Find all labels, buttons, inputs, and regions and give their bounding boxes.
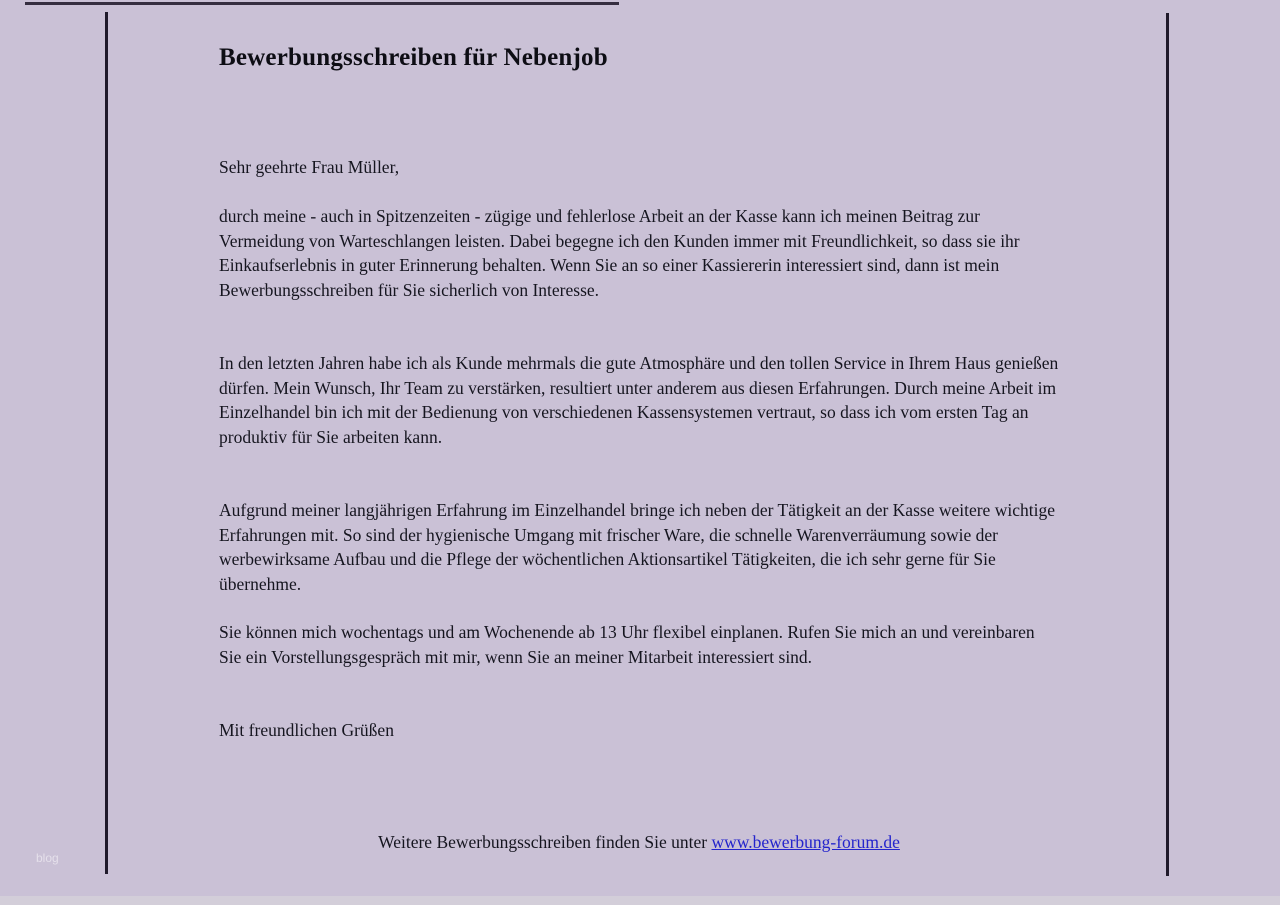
letter-content xyxy=(219,0,1059,905)
page-title: Bewerbungsschreiben für Nebenjob xyxy=(219,44,608,71)
right-vertical-rule xyxy=(1166,13,1169,876)
closing-line: Mit freundlichen Grüßen xyxy=(219,720,394,740)
letter-paragraph-4: Sie können mich wochentags und am Wochenende ab 13 Uhr flexibel einplanen. Rufen Sie mich an und vereinbaren Sie ein Vorstellungsgespräch mit mir, wenn Sie an meiner Mitarbeit interessiert sind. xyxy=(219,622,1035,667)
left-vertical-rule xyxy=(105,12,108,874)
letter-paragraph-3: Aufgrund meiner langjährigen Erfahrung im Einzelhandel bringe ich neben der Tätigkeit an der Kasse weitere wichtige Erfahrungen mit. So sind der hygienische Umgang mit frischer Ware, die schnelle Warenverräumung sowie der werbewirksame Aufbau und die Pflege der wöchentlichen Aktionsartikel Tätigkeiten, die ich sehr gerne für Sie übernehme. xyxy=(219,500,1055,594)
footer-text: Weitere Bewerbungsschreiben finden Sie unter xyxy=(378,832,712,852)
letter-paragraph-1: durch meine - auch in Spitzenzeiten - zügige und fehlerlose Arbeit an der Kasse kann ich meinen Beitrag zur Vermeidung von Warteschlangen leisten. Dabei begegne ich den Kunden immer mit Freundlichkeit, so dass sie ihr Einkaufserlebnis in guter Erinnerung behalten. Wenn Sie an so einer Kassiererin interessiert sind, dann ist mein Bewerbungsschreiben für Sie sicherlich von Interesse. xyxy=(219,206,1020,300)
footer-link[interactable]: www.bewerbung-forum.de xyxy=(711,832,900,852)
salutation-line: Sehr geehrte Frau Müller, xyxy=(219,157,400,177)
letter-paragraph-2: In den letzten Jahren habe ich als Kunde mehrmals die gute Atmosphäre und den tollen Service in Ihrem Haus genießen dürfen. Mein Wunsch, Ihr Team zu verstärken, resultiert unter anderem aus diesen Erfahrungen. Durch meine Arbeit im Einzelhandel bin ich mit der Bedienung von verschiedenen Kassensystemen vertraut, so dass ich vom ersten Tag an produktiv für Sie arbeiten kann. xyxy=(219,353,1059,447)
footer-line xyxy=(219,830,1059,855)
watermark-text: blog xyxy=(36,851,59,865)
